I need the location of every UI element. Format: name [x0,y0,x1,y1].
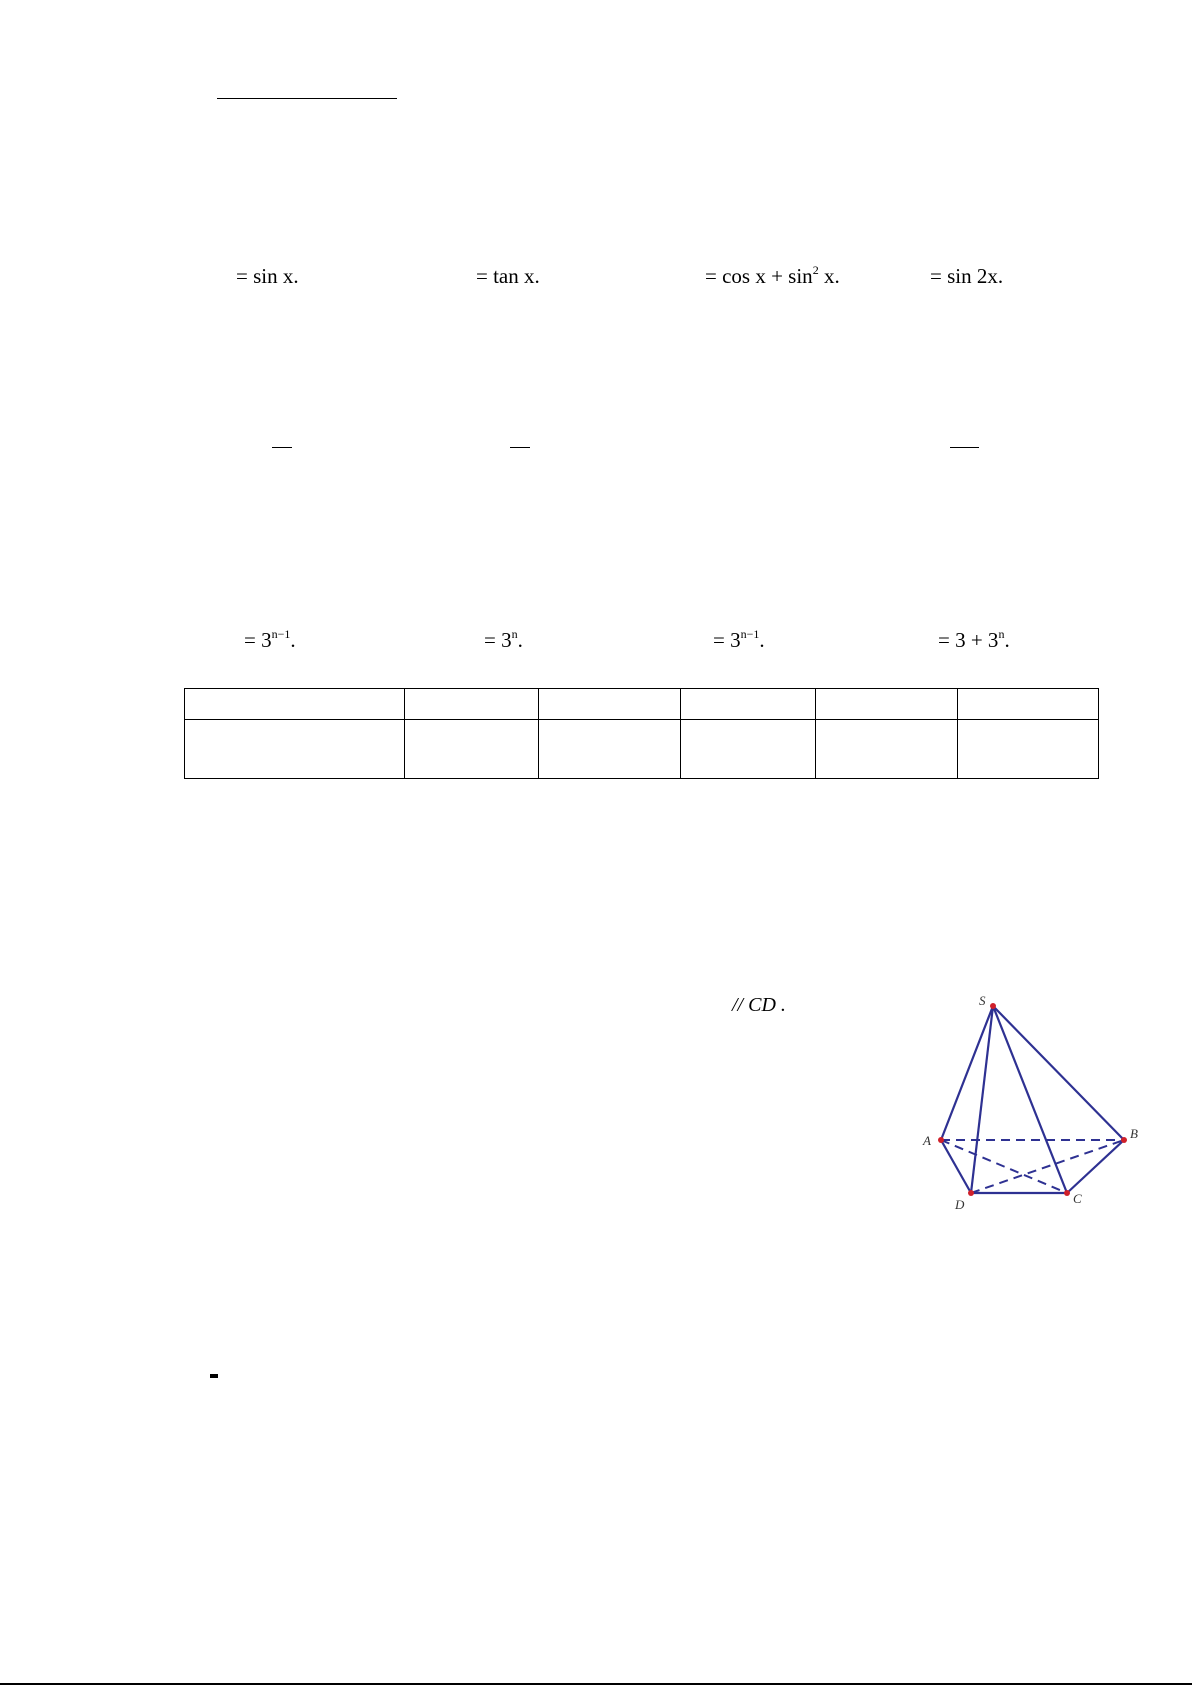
formula-option-c [705,264,840,288]
answer-table-answer-row [185,720,1099,779]
edge-cb [1067,1140,1124,1193]
answer-table-header-row [185,689,1099,720]
sequence-option-a-base: = 3 [244,628,272,652]
vertex-label-d: D [955,1197,965,1212]
formula-option-c-prefix: = cos x + sin [705,264,813,288]
sequence-option-d-exponent: n [998,627,1005,641]
sequence-option-a [244,628,296,652]
sequence-option-a-end: . [290,628,296,652]
sequence-option-c-exponent: n−1 [740,627,760,641]
edge-sb [993,1006,1124,1140]
sequence-option-b [484,628,523,652]
answer-cell [185,720,405,779]
vertex-a-point [938,1137,944,1143]
answer-table [184,688,1099,779]
formula-option-c-exponent: 2 [812,263,819,277]
answer-cell [958,720,1099,779]
vertex-c-point [1064,1190,1070,1196]
dash-mark [210,1374,218,1378]
answer-cell [681,720,816,779]
parallel-cd-note: // CD . [732,994,786,1016]
sequence-option-a-exponent: n−1 [271,627,291,641]
formula-option-b: = tan x. [476,264,540,288]
answer-cell [816,720,958,779]
formula-option-c-suffix: x. [818,264,840,288]
answer-cell [681,689,816,720]
sequence-option-c-base: = 3 [713,628,741,652]
top-underline [217,98,397,99]
vertex-label-b: B [1130,1126,1138,1141]
sequence-option-b-exponent: n [511,627,518,641]
vertex-label-a: A [923,1133,931,1148]
sequence-option-d-end: . [1004,628,1010,652]
pyramid-vertices [938,1003,1127,1196]
edge-sc [993,1006,1067,1193]
answer-cell [405,689,539,720]
vertex-b-point [1121,1137,1127,1143]
sequence-option-d [938,628,1010,652]
pyramid-solid-edges [941,1006,1124,1193]
fraction-bar-b [510,447,530,448]
fraction-bar-a [272,447,292,448]
formula-option-a: = sin x. [236,264,299,288]
answer-cell [185,689,405,720]
sequence-option-d-base: = 3 + 3 [938,628,999,652]
answer-cell [539,689,681,720]
answer-cell [816,689,958,720]
edge-ad [941,1140,971,1193]
sequence-option-b-base: = 3 [484,628,512,652]
sequence-option-b-end: . [517,628,523,652]
fraction-bar-d [950,447,979,448]
vertex-label-c: C [1073,1191,1082,1206]
sequence-option-c-end: . [759,628,765,652]
pyramid-figure [915,990,1150,1210]
answer-cell [539,720,681,779]
vertex-d-point [968,1190,974,1196]
edge-db-hidden [971,1140,1124,1193]
answer-cell [958,689,1099,720]
answer-cell [405,720,539,779]
formula-option-d: = sin 2x. [930,264,1004,288]
vertex-s-point [990,1003,996,1009]
vertex-label-s: S [979,993,986,1008]
sequence-option-c [713,628,765,652]
